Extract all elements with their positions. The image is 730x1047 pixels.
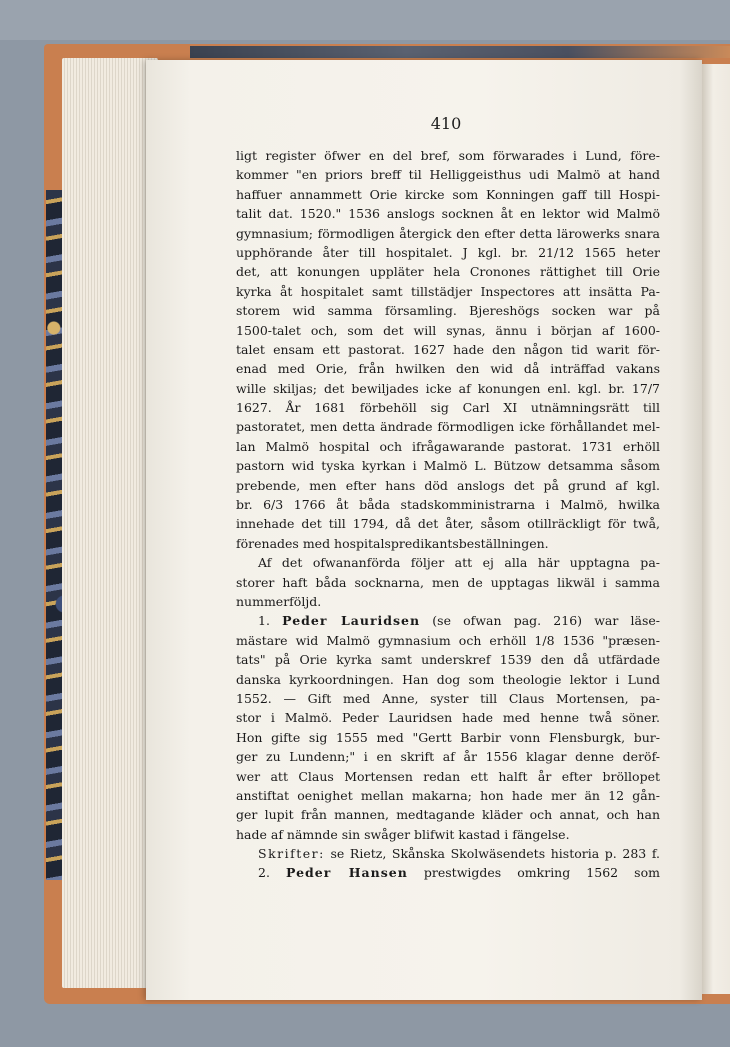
entry-number: 1. [258,613,270,629]
entry-name: Peder Hansen [286,865,408,881]
text-line: Hon gifte sig 1555 med "Gertt Barbir vonn Flensburgk, bur- [236,729,660,745]
cover-edge [190,46,730,58]
text-line: kyrka åt hospitalet samt tillstädjer Inspectores att insätta Pa- [236,283,660,299]
text-line: storem wid samma församling. Bjereshögs socken war på [236,303,660,319]
text-line: Af det ofwananförda följer att ej alla här upptagna pa- [258,555,660,571]
text-line [236,863,660,882]
text-line: förenades med hospitalspredikantsbeställningen. [236,535,549,551]
text-line: 1627. År 1681 förbehöll sig Carl XI utnämningsrätt till [236,400,660,416]
text-line [236,611,660,630]
facing-page-edge [702,64,730,994]
desk-background [0,0,730,40]
text-line: tats" på Orie kyrka samt underskref 1539 den då utfärdade [236,652,660,668]
text-line: haffuer annammett Orie kircke som Konningen gaff till Hospi- [236,186,660,202]
section-label: Skrifter: [258,846,325,862]
page-text [236,146,660,883]
text-line: upphörande åter till hospitalet. J kgl. br. 21/12 1565 heter [236,244,660,260]
text-line: det, att konungen uppläter hela Cronones rättighet till Orie [236,264,660,280]
text-line: lan Malmö hospital och ifrågawarande pastorat. 1731 erhöll [236,438,660,454]
text-line: pastoratet, men detta ändrade förmodligen icke förhållandet mel- [236,419,660,435]
entry-name: Peder Lauridsen [282,613,421,629]
text-line: danska kyrkoordningen. Han dog som theologie lektor i Lund [236,671,660,687]
text-line: ger lupit från mannen, medtagande kläder och annat, och han [236,807,660,823]
text-line: 1500-talet och, som det will synas, ännu i början af 1600- [236,322,660,338]
text-line [236,844,660,863]
page-edges [62,58,158,988]
text-line: wille skiljas; det bewiljades icke af konungen enl. kgl. br. 17/7 [236,380,660,396]
text-line: ligt register öfwer en del bref, som förwarades i Lund, före- [236,148,660,163]
text-line: talet ensam ett pastorat. 1627 hade den någon tid warit för- [236,341,660,357]
entry-number: 2. [258,865,270,881]
text-line: nummerföljd. [236,593,322,609]
text-line: storer haft båda socknarna, men de upptagas likwäl i samma [236,574,660,590]
text-line: hade af nämnde sin swåger blifwit kastad i fängelse. [236,826,570,842]
text-line: enad med Orie, från hwilken den wid då inträffad vakans [236,361,660,377]
text-line: kommer "en priors breff til Helliggeisthus udi Malmö at hand [236,167,660,183]
text-line: stor i Malmö. Peder Lauridsen hade med henne twå söner. [236,710,660,726]
text-line: anstiftat oenighet mellan makarna; hon hade mer än 12 gån- [236,787,660,803]
entry-text: prestwigdes omkring 1562 som [423,865,660,881]
text-line: mästare wid Malmö gymnasium och erhöll 1/8 1536 "præsen- [236,632,660,648]
text-line: 1552. — Gift med Anne, syster till Claus Mortensen, pa- [236,690,660,706]
text-line: wer att Claus Mortensen redan ett halft år efter bröllopet [236,768,660,784]
text-line: gymnasium; förmodligen återgick den efter detta lärowerks snara [236,225,660,241]
page-number: 410 [430,114,462,133]
text-line: ger zu Lundenn;" i en skrift af år 1556 klagar denne deröf- [236,749,660,765]
entry-text: (se ofwan pag. 216) war läse- [432,613,660,629]
text-line: prebende, men efter hans död anslogs det på grund af kgl. [236,477,660,493]
text-line: innehade det till 1794, då det åter, såsom otillräckligt för twå, [236,516,660,532]
text-line: talit dat. 1520." 1536 anslogs socknen åt en lektor wid Malmö [236,206,660,222]
text-line: pastorn wid tyska kyrkan i Malmö L. Bützow detsamma såsom [236,458,660,474]
entry-text: se Rietz, Skånska Skolwäsendets historia p. 283 f. [330,846,660,862]
text-line: br. 6/3 1766 åt båda stadskomministrarna i Malmö, hwilka [236,497,660,513]
